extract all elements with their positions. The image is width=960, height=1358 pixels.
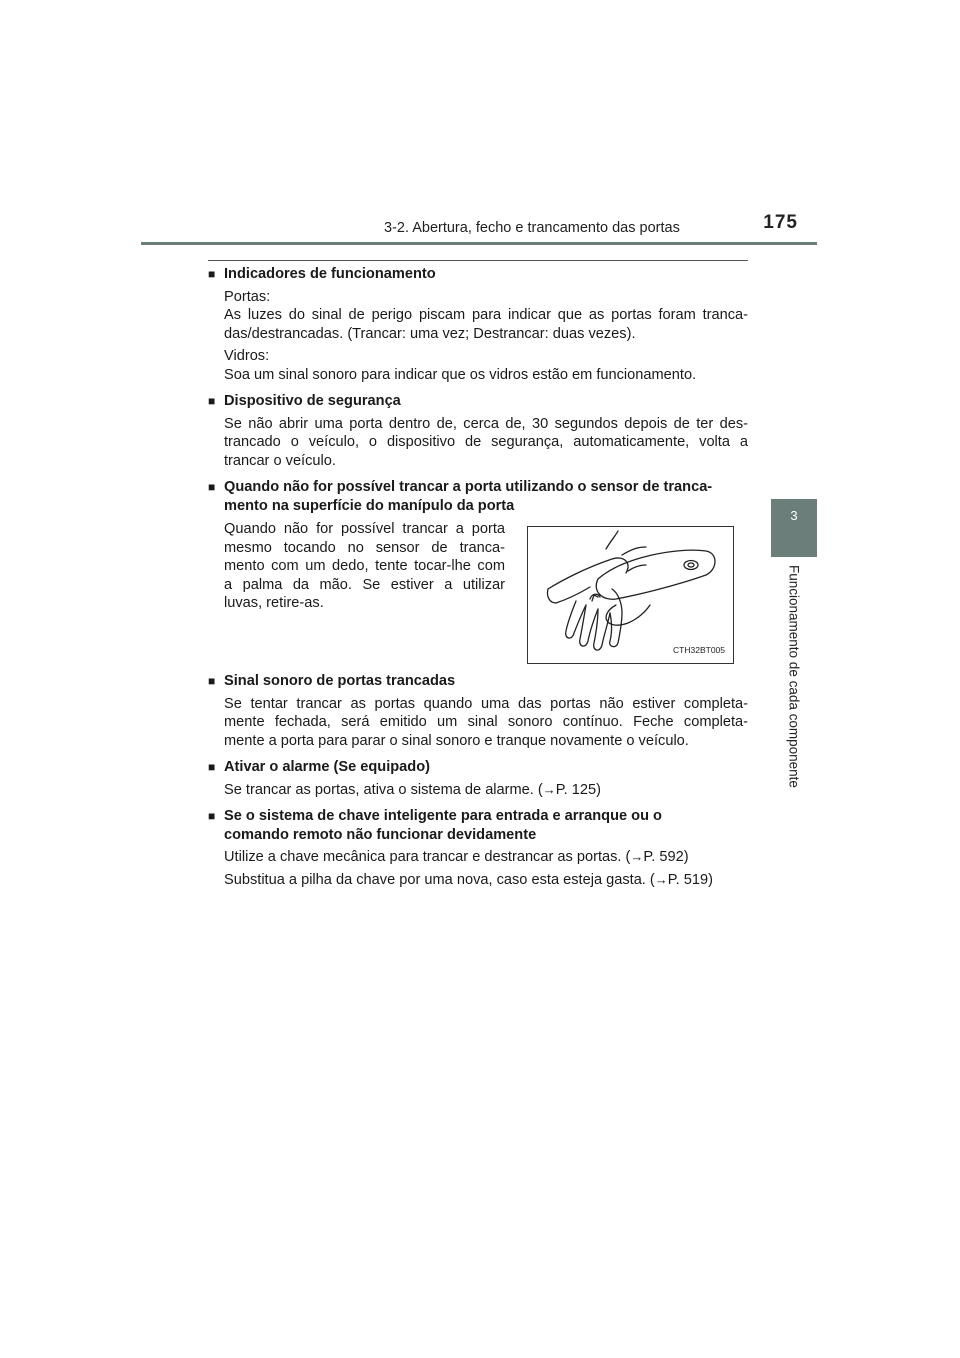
door-handle-illustration xyxy=(527,526,734,664)
right-arrow-icon: → xyxy=(654,871,668,887)
paragraph: Quando não for possível trancar a porta mesmo tocando no sensor de tranca- mento com um dedo, tente tocar-lhe com a palma da mão. Se estiver a utilizar luvas, retire-as. xyxy=(224,521,505,611)
square-bullet-icon: ■ xyxy=(208,809,216,823)
content-top-rule xyxy=(208,260,748,261)
paragraph: Se tentar trancar as portas quando uma das portas não estiver completa- mente fechada, será emitido um sinal sonoro contínuo. Feche completa- mente a porta para parar o sinal sonoro e tranque novamente o veículo. xyxy=(224,695,748,749)
paragraph: Se trancar as portas, ativa o sistema de alarme. (→P. 125) xyxy=(224,781,601,798)
page-number: 175 xyxy=(763,212,798,233)
section-heading: ■ Dispositivo de segurança xyxy=(208,393,401,409)
section-security-device xyxy=(208,392,748,470)
square-bullet-icon: ■ xyxy=(208,480,216,494)
text-with-illustration xyxy=(208,520,748,664)
section-operation-indicators xyxy=(208,265,748,384)
square-bullet-icon: ■ xyxy=(208,760,216,774)
section-heading: ■ Indicadores de funcionamento xyxy=(208,266,436,282)
page-reference-link[interactable]: P. 592) xyxy=(643,849,689,865)
chapter-tab xyxy=(771,499,817,557)
header-section-title: 3-2. Abertura, fecho e trancamento das portas xyxy=(384,220,680,236)
right-arrow-icon: → xyxy=(542,781,556,797)
square-bullet-icon: ■ xyxy=(208,674,216,688)
chapter-number: 3 xyxy=(790,508,798,523)
paragraph: Se não abrir uma porta dentro de, cerca de, 30 segundos depois de ter des- trancado o veículo, o dispositivo de segurança, automaticamente, volta a trancar o veículo. xyxy=(224,415,748,469)
paragraph-mechanical-key: Utilize a chave mecânica para trancar e destrancar as portas. (→P. 592) xyxy=(224,849,689,865)
section-heading: ■ Quando não for possível trancar a porta utilizando o sensor de tranca- mento na superfície do manípulo da porta xyxy=(208,479,713,514)
figure-code: CTH32BT005 xyxy=(673,644,725,655)
chapter-side-label xyxy=(771,565,817,815)
section-heading: ■ Ativar o alarme (Se equipado) xyxy=(208,759,430,775)
section-smart-key-malfunction xyxy=(208,807,748,889)
section-heading: ■ Se o sistema de chave inteligente para entrada e arranque ou o comando remoto não funcionar devidamente xyxy=(208,808,662,843)
paragraph-replace-battery: Substitua a pilha da chave por uma nova, caso esta esteja gasta. (→P. 519) xyxy=(224,871,713,888)
header-rule xyxy=(141,242,817,245)
paragraph-doors: Portas: As luzes do sinal de perigo piscam para indicar que as portas foram tranca- das/destrancadas. (Trancar: uma vez; Destrancar: duas vezes). xyxy=(224,288,748,342)
section-heading: ■ Sinal sonoro de portas trancadas xyxy=(208,673,456,689)
square-bullet-icon: ■ xyxy=(208,394,216,408)
page-reference-link[interactable]: P. 125) xyxy=(555,781,601,798)
right-arrow-icon: → xyxy=(630,849,644,864)
chapter-title: Funcionamento de cada componente xyxy=(786,565,802,788)
section-activate-alarm xyxy=(208,758,748,799)
page-reference-link[interactable]: P. 519) xyxy=(667,871,713,888)
square-bullet-icon: ■ xyxy=(208,267,216,281)
paragraph-windows: Vidros: Soa um sinal sonoro para indicar que os vidros estão em funcionamento. xyxy=(224,348,697,383)
section-locked-door-buzzer xyxy=(208,672,748,750)
main-content xyxy=(208,265,748,897)
section-lock-sensor xyxy=(208,478,748,664)
